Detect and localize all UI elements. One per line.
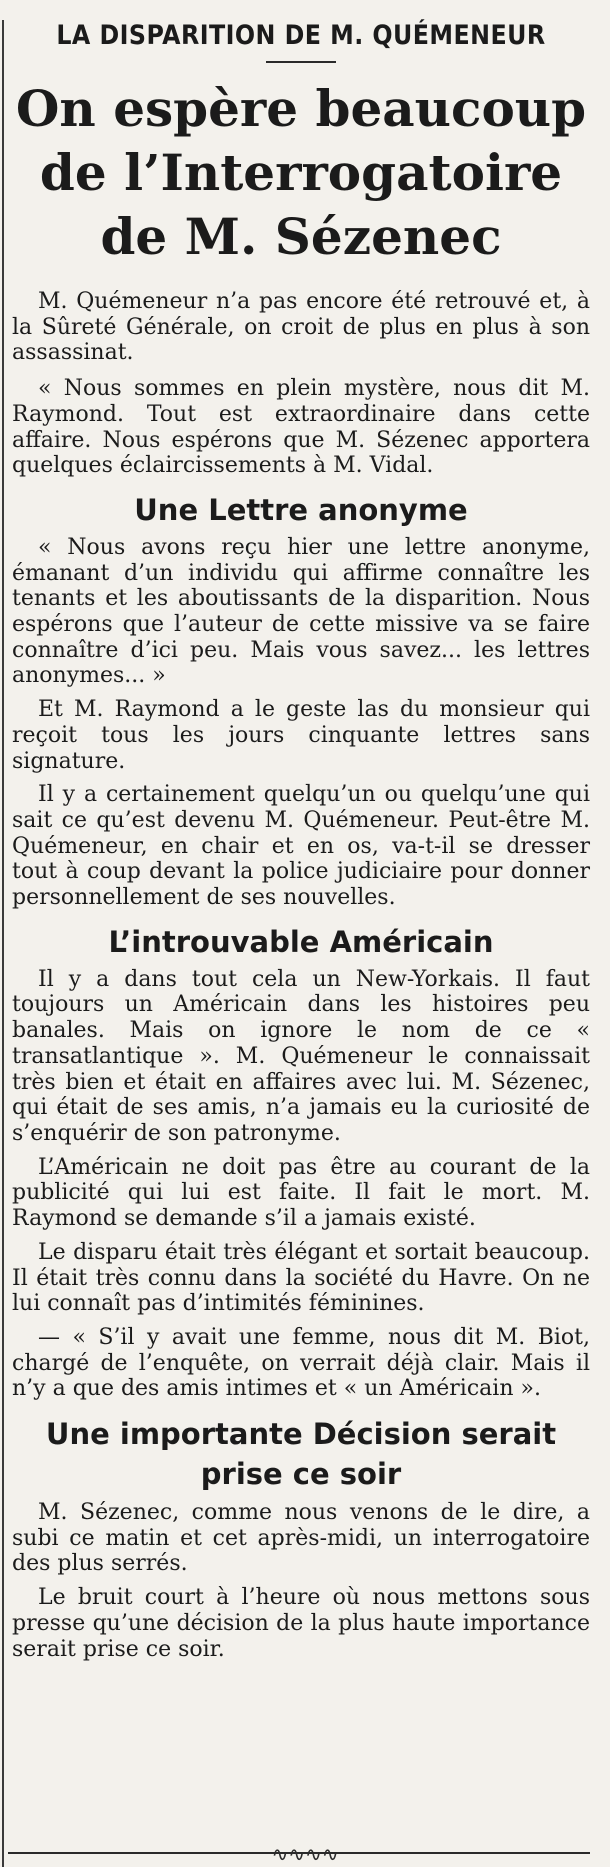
section3-paragraph-2: Le bruit court à l’heure où nous mettons sous presse qu’une décision de la plus haute importance serait prise ce soir. bbox=[12, 1585, 590, 1662]
section1-paragraph-2: Et M. Raymond a le geste las du monsieur qui reçoit tous les jours cinquante lettres sans signature. bbox=[12, 697, 590, 774]
headline-line-1: On espère beaucoup bbox=[15, 79, 587, 138]
intro-paragraph-1: M. Quémeneur n’a pas encore été retrouvé et, à la Sûreté Générale, on croit de plus en plus à son assassinat. bbox=[12, 289, 590, 366]
headline bbox=[12, 77, 590, 269]
kicker: LA DISPARITION DE M. QUÉMENEUR bbox=[56, 20, 546, 51]
end-ornament: ∿∿∿∿ bbox=[271, 1842, 339, 1866]
column-divider bbox=[2, 20, 4, 1867]
headline-line-2: de l’Interrogatoire bbox=[39, 143, 563, 202]
section2-paragraph-4: — « S’il y avait une femme, nous dit M. Biot, chargé de l’enquête, on verrait déjà clair. Mais il n’y a que des amis intimes et « un Américain ». bbox=[12, 1324, 590, 1402]
intro-paragraph-2: « Nous sommes en plein mystère, nous dit M. Raymond. Tout est extraordinaire dans cette affaire. Nous espérons que M. Sézenec apportera quelques éclaircissements à M. Vidal. bbox=[12, 376, 590, 479]
section-heading-americain: L’introuvable Américain bbox=[108, 924, 494, 959]
section1-paragraph-3: Il y a certainement quelqu’un ou quelqu’une qui sait ce qu’est devenu M. Quémeneur. Peut-être M. Quémeneur, en chair et en os, va-t-il se dresser tout à coup devant la police judiciaire pour donner personnellement de ses nouvelles. bbox=[12, 782, 590, 911]
section3-paragraph-1: M. Sézenec, comme nous venons de le dire, a subi ce matin et cet après-midi, un interrogatoire des plus serrés. bbox=[12, 1500, 590, 1577]
headline-line-3: de M. Sézenec bbox=[100, 207, 502, 266]
section2-paragraph-1: Il y a dans tout cela un New-Yorkais. Il faut toujours un Américain dans les histoires peu banales. Mais on ignore le nom de ce « transatlantique ». M. Quémeneur le connaissait très bien et était en affaires avec lui. M. Sézenec, qui était de ses amis, n’a jamais eu la curiosité de s’enquérir de son patronyme. bbox=[12, 966, 590, 1146]
newspaper-column bbox=[0, 20, 610, 1867]
section-heading-decision: Une importante Décision serait prise ce soir bbox=[45, 1417, 557, 1492]
section2-paragraph-3: Le disparu était très élégant et sortait beaucoup. Il était très connu dans la société du Havre. On ne lui connaît pas d’intimités féminines. bbox=[12, 1239, 590, 1317]
section1-paragraph-1: « Nous avons reçu hier une lettre anonyme, émanant d’un individu qui affirme connaître les tenants et les aboutissants de la disparition. Nous espérons que l’auteur de cette missive va se faire connaître d’ici peu. Mais vous savez... les lettres anonymes... » bbox=[12, 534, 590, 689]
kicker-divider bbox=[266, 61, 336, 63]
section2-paragraph-2: L’Américain ne doit pas être au courant de la publicité qui lui est faite. Il fait le mort. M. Raymond se demande s’il a jamais existé. bbox=[12, 1154, 590, 1232]
section-heading-lettre-anonyme: Une Lettre anonyme bbox=[134, 492, 468, 527]
